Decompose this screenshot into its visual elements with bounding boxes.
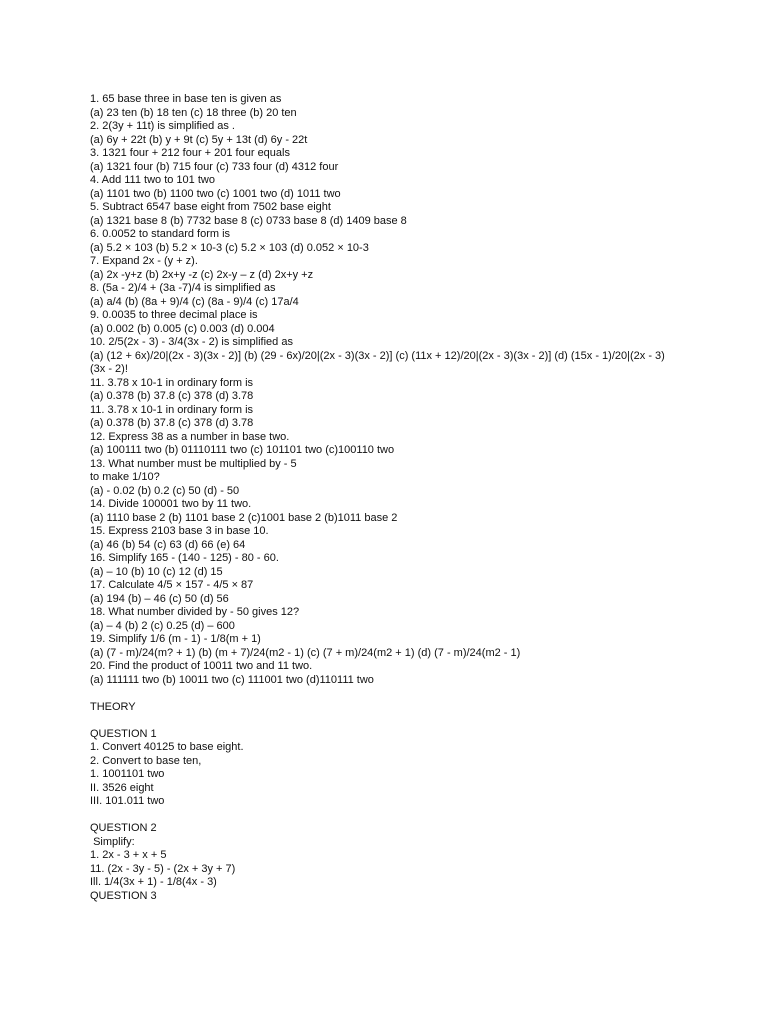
text-line: QUESTION 1 — [90, 727, 157, 740]
text-line: (a) 6y + 22t (b) y + 9t (c) 5y + 13t (d) 6y - 22t — [90, 133, 308, 146]
text-line: 1. Convert 40125 to base eight. — [90, 741, 244, 753]
text-line: (a) – 4 (b) 2 (c) 0.25 (d) – 600 — [90, 619, 235, 632]
text-line: 2. Convert to base ten, — [90, 754, 202, 767]
text-line: QUESTION 2 — [90, 822, 157, 834]
text-line: 1. 1001101 two — [90, 768, 165, 780]
text-line: 11. 3.78 x 10-1 in ordinary form is — [90, 403, 254, 416]
text-line: 2. 2(3y + 11t) is simplified as . — [90, 120, 235, 132]
text-line: (a) (12 + 6x)/20|(2x - 3)(3x - 2)] (b) (29 - 6x)/20|(2x - 3)(3x - 2)] (c) (11x + 12)/20|(2x - 3)(3x - 2)] (d) (15x - 1)/20|(2x - 3)(3x - 2)! — [90, 349, 665, 375]
text-line: 5. Subtract 6547 base eight from 7502 base eight — [90, 201, 331, 213]
text-line: Ill. 1/4(3x + 1) - 1/8(4x - 3) — [90, 876, 217, 888]
text-line: to make 1/10? — [90, 471, 160, 483]
text-line: 3. 1321 four + 212 four + 201 four equals — [90, 147, 290, 159]
text-line: III. 101.011 two — [90, 795, 165, 807]
text-line: 10. 2/5(2x - 3) - 3/4(3x - 2) is simplified as — [90, 336, 293, 348]
blank-line — [90, 714, 680, 728]
text-line: 13. What number must be multiplied by - 5 — [90, 457, 297, 470]
text-line: (a) 1101 two (b) 1100 two (c) 1001 two (d) 1011 two — [90, 187, 341, 200]
text-line: (a) 2x -y+z (b) 2x+y -z (c) 2x-y – z (d) 2x+y +z — [90, 268, 314, 281]
text-line: 19. Simplify 1/6 (m - 1) - 1/8(m + 1) — [90, 633, 261, 645]
text-line: (a) 0.378 (b) 37.8 (c) 378 (d) 3.78 — [90, 417, 254, 429]
text-line: (a) 1110 base 2 (b) 1101 base 2 (c)1001 base 2 (b)1011 base 2 — [90, 511, 398, 524]
text-line: Simplify: — [90, 835, 135, 848]
text-line: 4. Add 111 two to 101 two — [90, 174, 215, 186]
text-line: 9. 0.0035 to three decimal place is — [90, 309, 258, 321]
text-line: 20. Find the product of 10011 two and 11 two. — [90, 660, 313, 672]
text-line: 7. Expand 2x - (y + z). — [90, 255, 198, 267]
text-line: (a) 5.2 × 103 (b) 5.2 × 10-3 (c) 5.2 × 103 (d) 0.052 × 10-3 — [90, 241, 369, 254]
text-line: 14. Divide 100001 two by 11 two. — [90, 498, 252, 510]
text-line: (a) 0.002 (b) 0.005 (c) 0.003 (d) 0.004 — [90, 322, 275, 335]
text-line: (a) 46 (b) 54 (c) 63 (d) 66 (e) 64 — [90, 538, 246, 551]
blank-line — [90, 687, 680, 701]
text-line: (a) 194 (b) – 46 (c) 50 (d) 56 — [90, 592, 229, 605]
text-line: (a) - 0.02 (b) 0.2 (c) 50 (d) - 50 — [90, 484, 240, 497]
text-line: 8. (5a - 2)/4 + (3a -7)/4 is simplified as — [90, 282, 276, 294]
text-line: (a) 111111 two (b) 10011 two (c) 111001 two (d)110111 two — [90, 673, 374, 686]
blank-line — [90, 809, 680, 823]
text-line: (a) 1321 four (b) 715 four (c) 733 four (d) 4312 four — [90, 160, 339, 173]
text-line: (a) a/4 (b) (8a + 9)/4 (c) (8a - 9)/4 (c) 17a/4 — [90, 295, 299, 308]
text-line: II. 3526 eight — [90, 781, 154, 794]
document-page — [90, 93, 680, 903]
text-line: 17. Calculate 4/5 × 157 - 4/5 × 87 — [90, 579, 254, 591]
text-line: 12. Express 38 as a number in base two. — [90, 430, 290, 443]
text-line: (a) 0.378 (b) 37.8 (c) 378 (d) 3.78 — [90, 390, 254, 402]
text-line: (a) 100111 two (b) 01110111 two (c) 101101 two (c)100110 two — [90, 444, 395, 456]
text-line: QUESTION 3 — [90, 889, 157, 902]
text-line: 11. 3.78 x 10-1 in ordinary form is — [90, 376, 254, 389]
text-line: 15. Express 2103 base 3 in base 10. — [90, 525, 269, 537]
text-line: (a) – 10 (b) 10 (c) 12 (d) 15 — [90, 565, 223, 578]
text-line: 1. 2x - 3 + x + 5 — [90, 849, 167, 861]
text-line: 16. Simplify 165 - (140 - 125) - 80 - 60. — [90, 552, 279, 564]
text-line: (a) 23 ten (b) 18 ten (c) 18 three (b) 20 ten — [90, 106, 297, 119]
text-line: THEORY — [90, 700, 136, 713]
text-line: 18. What number divided by - 50 gives 12? — [90, 606, 300, 618]
text-line: (a) (7 - m)/24(m? + 1) (b) (m + 7)/24(m2 - 1) (c) (7 + m)/24(m2 + 1) (d) (7 - m)/24(m2 - 1) — [90, 646, 521, 659]
text-line: (a) 1321 base 8 (b) 7732 base 8 (c) 0733 base 8 (d) 1409 base 8 — [90, 214, 407, 227]
text-line: 11. (2x - 3y - 5) - (2x + 3y + 7) — [90, 862, 236, 875]
text-line: 1. 65 base three in base ten is given as — [90, 93, 282, 105]
text-line: 6. 0.0052 to standard form is — [90, 228, 231, 240]
